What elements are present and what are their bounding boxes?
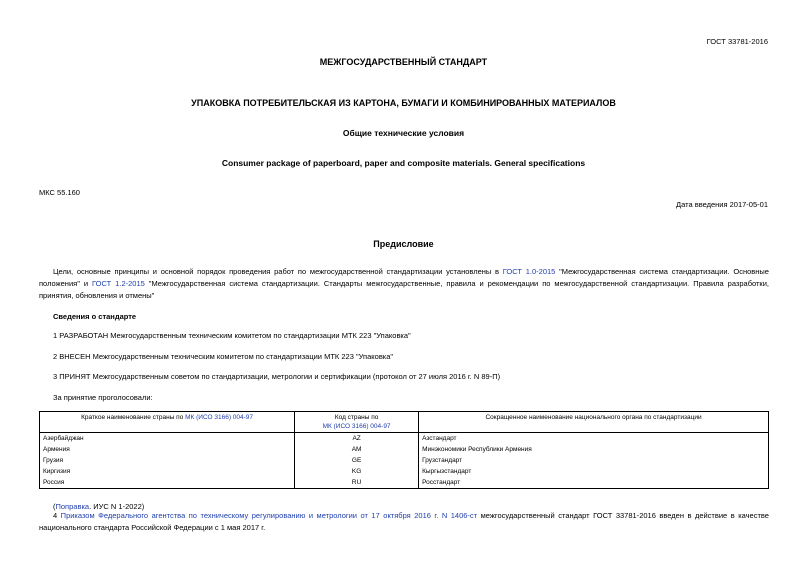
table-row — [40, 477, 769, 489]
voted-label: За принятие проголосовали: — [53, 393, 153, 402]
header-text: Краткое наименование страны по — [81, 414, 186, 421]
table-row — [40, 444, 769, 455]
country-cell: Киргизия — [40, 466, 295, 477]
foreword-heading: Предисловие — [373, 239, 434, 249]
country-cell: Грузия — [40, 455, 295, 466]
info-item-introduced: 2 ВНЕСЕН Межгосударственным техническим комитетом по стандартизации МТК 223 "Упаковка" — [53, 352, 394, 361]
country-cell: Россия — [40, 477, 295, 489]
table-row — [40, 433, 769, 445]
document-code: ГОСТ 33781-2016 — [706, 37, 768, 46]
amendment-text: . ИУС N 1-2022) — [89, 502, 145, 511]
mk-iso-3166-link[interactable]: МК (ИСО 3166) 004-97 — [185, 414, 254, 421]
column-header-code — [295, 412, 419, 433]
body-cell: Грузстандарт — [419, 455, 769, 466]
paragraph-text: Цели, основные принципы и основной порядок проведения работ по межгосударственной стандартизации установлены в — [53, 267, 503, 276]
paragraph-text: "Межгосударственная система стандартизации. Основные положения" и — [39, 267, 769, 288]
foreword-paragraph — [39, 266, 769, 302]
paragraph-text: "Межгосударственная система стандартизации. Стандарты межгосударственные, правила и рекомендации по межгосударственной стандартизации. Правила разработки, принятия, обновления и отмены" — [39, 279, 769, 300]
introduction-date: Дата введения 2017-05-01 — [676, 200, 768, 209]
mk-iso-3166-link[interactable]: МК (ИСО 3166) 004-97 — [322, 423, 391, 430]
gost-1-2-link[interactable]: ГОСТ 1.2-2015 — [92, 279, 145, 288]
document-title: УПАКОВКА ПОТРЕБИТЕЛЬСКАЯ ИЗ КАРТОНА, БУМАГИ И КОМБИНИРОВАННЫХ МАТЕРИАЛОВ — [191, 98, 616, 108]
country-cell: Армения — [40, 444, 295, 455]
order-link[interactable]: Приказом Федерального агентства по техническому регулированию и метрологии от 17 октября 2016 г. N 1406-ст — [60, 511, 478, 520]
code-cell: AZ — [295, 433, 419, 445]
amendment-paren: ( — [53, 502, 56, 511]
table-row — [40, 466, 769, 477]
body-cell: Росстандарт — [419, 477, 769, 489]
code-cell: KG — [295, 466, 419, 477]
english-title: Consumer package of paperboard, paper and composite materials. General specifications — [221, 158, 586, 168]
code-cell: AM — [295, 444, 419, 455]
item-number: 4 — [53, 511, 61, 520]
mks-code: МКС 55.160 — [39, 188, 80, 197]
table-row — [40, 455, 769, 466]
header-text: Код страны по — [334, 414, 379, 421]
info-item-adopted: 3 ПРИНЯТ Межгосударственным советом по стандартизации, метрологии и сертификации (протокол от 27 июля 2016 г. N 89-П) — [53, 372, 501, 381]
amendment-link[interactable]: Поправка — [55, 502, 90, 511]
standard-info-heading: Сведения о стандарте — [53, 312, 137, 321]
info-item-developed: 1 РАЗРАБОТАН Межгосударственным техническим комитетом по стандартизации МТК 223 "Упаковка" — [53, 331, 411, 340]
code-cell: GE — [295, 455, 419, 466]
body-cell: Азстандарт — [419, 433, 769, 445]
standard-type-heading: МЕЖГОСУДАРСТВЕННЫЙ СТАНДАРТ — [319, 57, 488, 67]
body-cell: Минэкономики Республики Армения — [419, 444, 769, 455]
code-cell: RU — [295, 477, 419, 489]
country-cell: Азербайджан — [40, 433, 295, 445]
order-paragraph — [39, 510, 769, 534]
column-header-country — [40, 412, 295, 433]
column-header-body: Сокращенное наименование национального органа по стандартизации — [419, 412, 769, 433]
voting-countries-table — [39, 411, 769, 489]
gost-1-0-link[interactable]: ГОСТ 1.0-2015 — [502, 267, 556, 276]
body-cell: Кыргызстандарт — [419, 466, 769, 477]
order-text: межгосударственный стандарт ГОСТ 33781-2016 введен в действие в качестве национального стандарта Российской Федерации с 1 мая 2017 г. — [39, 511, 769, 532]
document-subtitle: Общие технические условия — [342, 128, 465, 138]
